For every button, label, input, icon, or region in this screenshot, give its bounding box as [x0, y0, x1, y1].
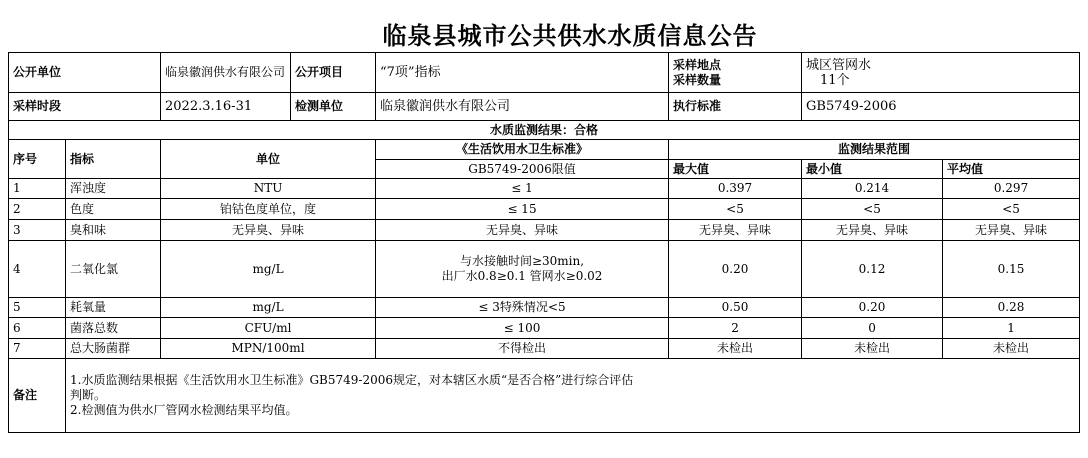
row-limit: 不得检出: [376, 339, 669, 359]
item-label: 公开项目: [291, 53, 376, 93]
row-limit-line1: 与水接触时间≥30min,: [459, 254, 585, 268]
row-min: 0.20: [802, 298, 943, 318]
row-avg: 1: [943, 318, 1080, 339]
row-indicator: 二氧化氯: [66, 241, 161, 298]
result-title: 水质监测结果：合格: [9, 121, 1080, 140]
row-avg: 0.297: [943, 179, 1080, 199]
row-min: 0: [802, 318, 943, 339]
row-indicator: 耗氧量: [66, 298, 161, 318]
table-row: [9, 199, 1080, 220]
table-row: [9, 298, 1080, 318]
table-row: [9, 318, 1080, 339]
count-value: 11个: [820, 72, 850, 88]
notes-row: [9, 359, 1080, 433]
row-max: <5: [669, 199, 802, 220]
header-avg: 平均值: [943, 160, 1080, 179]
row-no: 4: [9, 241, 66, 298]
header-limit-line2: GB5749-2006限值: [376, 160, 669, 179]
row-limit: ≤ 100: [376, 318, 669, 339]
publisher-label: 公开单位: [9, 53, 161, 93]
row-unit: NTU: [161, 179, 376, 199]
site-count-values: [802, 53, 1080, 93]
row-avg: 0.28: [943, 298, 1080, 318]
site-label: 采样地点: [673, 57, 722, 72]
header-indicator: 指标: [66, 140, 161, 179]
water-quality-table: [8, 52, 1080, 433]
header-range: 监测结果范围: [669, 140, 1080, 160]
row-no: 5: [9, 298, 66, 318]
info-row-1: [9, 53, 1080, 93]
note-line: 2.检测值为供水厂管网水检测结果平均值。: [70, 403, 298, 417]
row-max: 无异臭、异味: [669, 220, 802, 241]
count-label: 采样数量: [673, 72, 722, 87]
row-avg: 0.15: [943, 241, 1080, 298]
page-title: 临泉县城市公共供水水质信息公告: [382, 22, 758, 50]
header-row-1: [9, 140, 1080, 160]
row-no: 6: [9, 318, 66, 339]
row-indicator: 总大肠菌群: [66, 339, 161, 359]
header-no: 序号: [9, 140, 66, 179]
row-indicator: 菌落总数: [66, 318, 161, 339]
row-no: 7: [9, 339, 66, 359]
row-min: 0.214: [802, 179, 943, 199]
site-count-labels: [669, 53, 802, 93]
period-label: 采样时段: [9, 93, 161, 121]
standard-label: 执行标准: [669, 93, 802, 121]
table-row: [9, 241, 1080, 298]
header-limit-line1: 《生活饮用水卫生标准》: [376, 140, 669, 160]
row-indicator: 臭和味: [66, 220, 161, 241]
row-unit: 无异臭、异味: [161, 220, 376, 241]
standard-value: GB5749-2006: [802, 93, 1080, 121]
result-row: [9, 121, 1080, 140]
row-no: 2: [9, 199, 66, 220]
tester-label: 检测单位: [291, 93, 376, 121]
row-min: 未检出: [802, 339, 943, 359]
row-no: 1: [9, 179, 66, 199]
row-max: 0.50: [669, 298, 802, 318]
row-unit: MPN/100ml: [161, 339, 376, 359]
notes-label: 备注: [9, 359, 66, 433]
table-row: [9, 220, 1080, 241]
header-min: 最小值: [802, 160, 943, 179]
info-row-2: [9, 93, 1080, 121]
period-value: 2022.3.16-31: [161, 93, 291, 121]
header-max: 最大值: [669, 160, 802, 179]
row-indicator: 色度: [66, 199, 161, 220]
row-max: 未检出: [669, 339, 802, 359]
row-unit: CFU/ml: [161, 318, 376, 339]
row-limit: ≤ 1: [376, 179, 669, 199]
row-limit: ≤ 3特殊情况<5: [376, 298, 669, 318]
notes-content: [66, 359, 1080, 433]
row-unit: 铂钴色度单位，度: [161, 199, 376, 220]
row-max: 0.397: [669, 179, 802, 199]
note-line: 1.水质监测结果根据《生活饮用水卫生标准》GB5749-2006规定，对本辖区水质“是否合格”进行综合评估: [70, 373, 634, 387]
header-unit: 单位: [161, 140, 376, 179]
row-unit: mg/L: [161, 241, 376, 298]
row-limit: 无异臭、异味: [376, 220, 669, 241]
row-unit: mg/L: [161, 298, 376, 318]
row-limit-line2: 出厂水0.8≥0.1 管网水≥0.02: [441, 269, 603, 283]
row-avg: 未检出: [943, 339, 1080, 359]
site-value: 城区管网水: [806, 57, 872, 73]
row-avg: <5: [943, 199, 1080, 220]
row-indicator: 浑浊度: [66, 179, 161, 199]
item-value: “7项”指标: [376, 53, 669, 93]
row-no: 3: [9, 220, 66, 241]
row-avg: 无异臭、异味: [943, 220, 1080, 241]
table-row: [9, 339, 1080, 359]
row-limit: ≤ 15: [376, 199, 669, 220]
tester-value: 临泉徽润供水有限公司: [376, 93, 669, 121]
row-min: 0.12: [802, 241, 943, 298]
row-max: 2: [669, 318, 802, 339]
row-min: <5: [802, 199, 943, 220]
note-line: 判断。: [70, 388, 107, 402]
publisher-value: 临泉徽润供水有限公司: [161, 53, 291, 93]
row-max: 0.20: [669, 241, 802, 298]
table-row: [9, 179, 1080, 199]
row-limit: [376, 241, 669, 298]
row-min: 无异臭、异味: [802, 220, 943, 241]
